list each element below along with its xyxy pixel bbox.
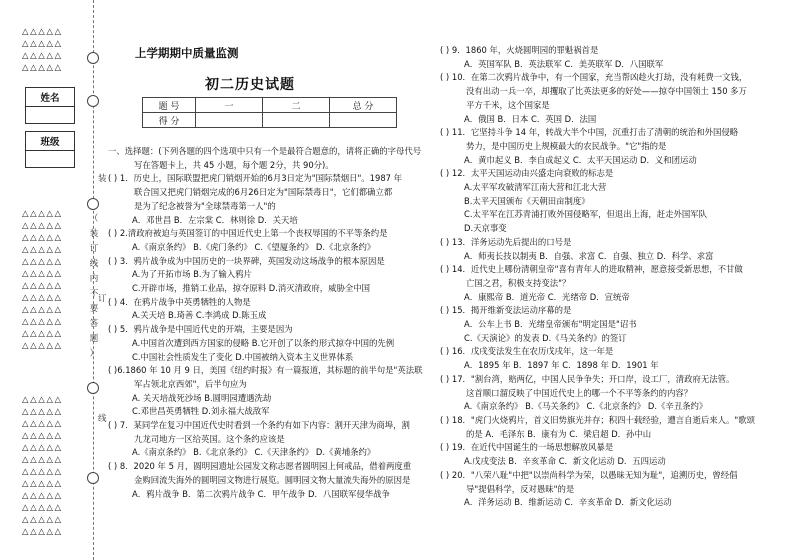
question-stem: ( ) 15．揭开维新变法运动序幕的是	[440, 305, 572, 316]
question-stem: ( ) 10．在第二次鸦片战争中，有一个国家，充当帮凶趁火打劫，没有耗费一文钱，	[440, 72, 748, 83]
question-stem: ( ) 2.清政府被迫与英国签订的中国近代史上第一个丧权辱国的不平等条约是	[108, 228, 388, 239]
question-stem: ( ) 20．"八荣八耻"中把"以崇尚科学为荣，以愚昧无知为耻"，追溯历史，曾经倡	[440, 469, 738, 480]
question-options: A．鸦片战争 B．第二次鸦片战争 C．甲午战争 D．八国联军侵华战争	[132, 488, 390, 499]
left-question-column	[108, 145, 423, 501]
question-options: A．俄国 B．日本 C．英国 D．法国	[464, 113, 597, 124]
question-stem: ( ) 7．某同学在复习中国近代史时看到一个条约有如下内容：割开天津为商埠，割	[108, 420, 410, 431]
question-stem: 导"提倡科学，反对愚昧"的是	[466, 483, 575, 494]
question-options: A．康熙帝 B．道光帝 C．光绪帝 D．宣统帝	[464, 291, 630, 302]
question-options: C.邓世昌英勇牺牲 D.刘永福大战敌军	[132, 406, 270, 417]
question-options: A．师夷长技以制夷 B．自强、求富 C．自强、独立 D．科学、求富	[464, 250, 714, 261]
score-table	[142, 97, 397, 128]
question-stem: ( ) 12．太平天国运动由兴盛走向衰败的标志是	[440, 168, 614, 179]
question-options: A．1895 年 B．1897 年 C．1898 年 D．1901 年	[464, 360, 659, 371]
section-instructions: 一、选择题：(下列各题的四个选项中只有一个是最符合题意的，请将正确的字母代号	[108, 146, 422, 156]
question-stem: ( ) 14．近代史上哪份清朝皇帝"喜有青年人的进取精神，愿意接受新思想，不甘做	[440, 264, 743, 275]
binding-char: 订	[98, 294, 107, 304]
triangle-border-bottom: △△△△△ △△△△△ △△△△△ △△△△△ △△△△△ △△△△△ △△△△△ △△△△△ △△△△△ △△△△△ △△△△△ △△△△△	[22, 395, 63, 537]
score-cell: 总 分	[330, 98, 397, 113]
question-options: A.为了开拓市场 B.为了输入鸦片	[132, 269, 252, 280]
question-stem: ( ) 8．2020 年 5 月，圆明园遗址公园发文称志愿者圆明园上何戒品，借着两度重	[108, 461, 412, 472]
name-label: 姓名	[26, 88, 74, 107]
section-instructions: 写在答题卡上，共 45 小题，每个题 2分，共 90分)。	[134, 159, 334, 170]
question-stem: ( )6.1860 年 10 月 9 日，美国《纽约时报》有一篇报道，其标题的前半句是"英法联	[108, 365, 423, 376]
question-options: A.《南京条约》 B.《马关条约》 C.《北京条约》 D.《辛丑条约》	[464, 401, 708, 412]
score-cell[interactable]	[330, 113, 397, 128]
question-stem: 这首顺口溜反映了中国近代史上的哪一个不平等条约的内容？	[466, 387, 693, 398]
question-options: D.天京事变	[464, 223, 507, 234]
question-options: 的是 A．毛泽东 B．康有为 C．梁启超 D．孙中山	[466, 428, 652, 439]
question-stem: ( ) 17．"割台湾，赔两亿，中国人民争争失；开口岸，设工厂，清政府无法管。	[440, 373, 735, 384]
question-options: C.中国社会性质发生了变化 D.中国被纳入资本主义世界体系	[132, 351, 354, 362]
question-options: A.太平军攻破清军江南大营和江北大营	[464, 182, 607, 193]
question-options: A.戊戌变法 B．辛亥革命 C．新文化运动 D．五四运动	[464, 456, 666, 467]
exam-subtitle: 上学期期中质量监测	[135, 46, 239, 60]
question-stem: ( ) 4．在鸦片战争中英勇牺牲的人物是	[108, 296, 251, 307]
question-stem: ( ) 16．戊戌变法发生在农历戊戌年，这一年是	[440, 346, 614, 357]
question-stem: 军占领北京西郊"，后半句应为	[134, 378, 247, 389]
question-stem: ( ) 13．洋务运动先后提出的口号是	[440, 236, 572, 247]
class-box[interactable]	[25, 131, 75, 168]
question-stem: ( ) 1．历史上，国际联盟把虎门销烟开始的6月3日定为"国际禁烟日"。1987 年	[108, 173, 403, 184]
question-stem: ( ) 11．它坚持斗争 14 年，转战大半个中国，沉重打击了清朝的统治和外国侵略	[440, 127, 739, 138]
class-label: 班级	[26, 132, 74, 151]
question-options: C.《天演论》的发表 D.《马关条约》的签订	[464, 332, 627, 343]
binding-char: 装	[98, 174, 107, 184]
question-stem: ( ) 18．"虎门火烧鸦片，首义旧势旗光并存；积四十载经验，遭言自逝后来人。"歌颂	[440, 414, 755, 425]
score-cell: 得 分	[143, 113, 196, 128]
binding-note: （ 装 订 线 内 不 要 答 题 ）	[89, 214, 99, 359]
question-stem: 是为了纪念被誉为"全球禁毒第一人"的	[134, 200, 276, 211]
question-stem: 金购回流失海外的圆明园文物进行展览。圆明园文物大量流失海外的原因是	[134, 474, 411, 485]
question-stem: 亡国之君，积极支持变法"？	[466, 277, 571, 288]
question-stem: 势力，是中国历史上规模最大的农民战争。"它"指的是	[466, 140, 667, 151]
question-options: A.中国首次遭到西方国家的侵略 B.它开创了以条约形式掠夺中国的先例	[132, 337, 395, 348]
question-options: A．邓世昌 B．左宗棠 C．林则徐 D．关天培	[132, 214, 298, 225]
binding-hole	[87, 52, 99, 64]
score-cell: 一	[196, 98, 263, 113]
question-options: A．洋务运动 B．维新运动 C．辛亥革命 D．新文化运动	[464, 497, 672, 508]
question-stem: 没有出动一兵一卒，却攫取了比英法更多的好处——掠夺中国领土 150 多万	[466, 86, 747, 97]
score-cell[interactable]	[196, 113, 263, 128]
binding-hole	[87, 382, 99, 394]
question-options: A．公车上书 B．光绪皇帝颁布"明定国是"诏书	[464, 319, 637, 330]
score-cell[interactable]	[263, 113, 330, 128]
question-stem: ( ) 5．鸦片战争是中国近代史的开端，主要是因为	[108, 324, 293, 335]
name-box[interactable]	[25, 87, 75, 124]
question-stem: ( ) 9．1860 年，火烧圆明园的罪魁祸首是	[440, 45, 599, 55]
binding-hole	[87, 95, 99, 107]
triangle-border-middle: △△△△△ △△△△△ △△△△△ △△△△△ △△△△△ △△△△△ △△△△△ △△△△△ △△△△△ △△△△△ △△△△△ △△△△△	[22, 209, 63, 351]
question-options: C.开辟市场，推销工业品，掠夺原料 D.消灭清政府，威胁全中国	[132, 283, 371, 294]
question-options: A．黄巾起义 B．李自成起义 C．太平天国运动 D．义和团运动	[464, 154, 697, 165]
question-stem: 平方千米，这个国家是	[466, 99, 550, 110]
question-options: A.《南京条约》 B.《北京条约》 C.《天津条约》 D.《黄埔条约》	[132, 447, 376, 458]
score-cell: 二	[263, 98, 330, 113]
exam-title: 初二历史试题	[205, 77, 295, 93]
question-options: A. 关天培战死沙场 B.圆明园遭遇洗劫	[132, 392, 272, 403]
binding-char: 线	[98, 414, 107, 424]
question-options: A.关天培 B.琦善 C.李鸿成 D.陈玉成	[132, 310, 267, 321]
binding-hole	[87, 472, 99, 484]
question-options: B.太平天国颁布《天朝田亩制度》	[464, 195, 590, 206]
question-stem: ( ) 3．鸦片战争成为中国历史的一块界碑，英国发动这场战争的根本原因是	[108, 255, 385, 266]
question-options: C.太平军在江苏青浦打败外国侵略军，但退出上海，赶走外国军队	[464, 209, 708, 220]
question-options: A.《南京条约》 B.《虎门条约》 C.《望厦条约》 D.《北京条约》	[132, 241, 376, 252]
triangle-border-top: △△△△△ △△△△△ △△△△△ △△△△△	[22, 27, 63, 73]
question-stem: 九龙司地方一区给英国。这个条约应该是	[134, 433, 285, 444]
question-stem: ( ) 19．在近代中国诞生的一场思想解放风暴是	[440, 442, 614, 453]
score-cell: 题 号	[143, 98, 196, 113]
right-question-column	[440, 44, 786, 510]
question-options: A．英国军队 B．英法联军 C．美英联军 D．八国联军	[464, 58, 664, 69]
binding-hole	[87, 198, 99, 210]
question-stem: 联合国又把虎门销烟完成的6月26日定为"国际禁毒日"，它们都确立都	[134, 187, 393, 198]
